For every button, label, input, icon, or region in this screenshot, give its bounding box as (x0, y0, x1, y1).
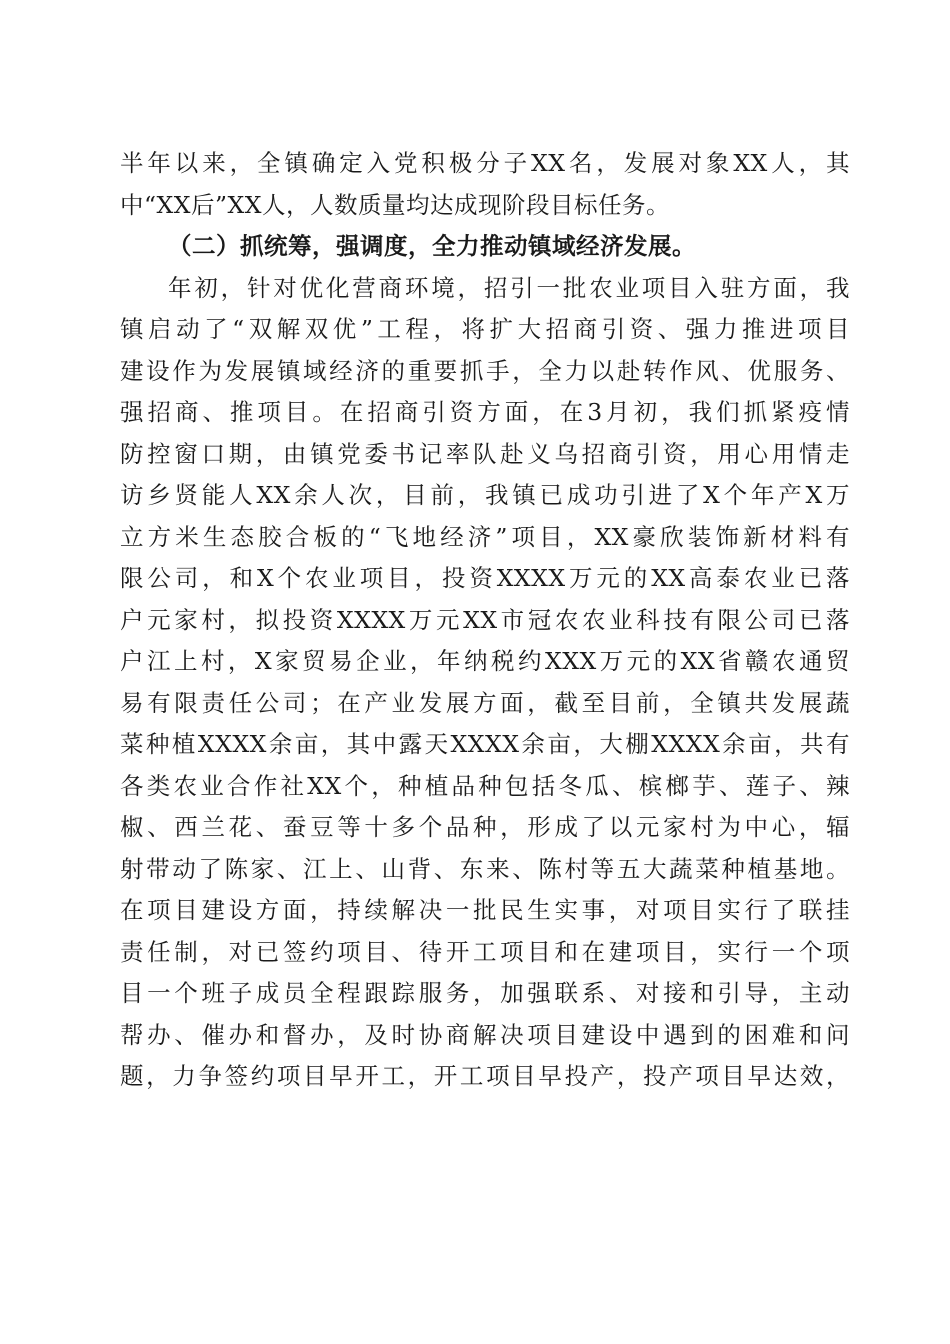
paragraph-line: 户江上村，X家贸易企业，年纳税约XXX万元的XX省赣农通贸 (120, 647, 850, 675)
paragraph-line: 户元家村，拟投资XXXX万元XX市冠农农业科技有限公司已落 (120, 605, 850, 634)
paragraph-line: 在项目建设方面，持续解决一批民生实事，对项目实行了联挂 (120, 896, 850, 924)
paragraph-line: 椒、西兰花、蚕豆等十多个品种，形成了以元家村为中心，辐 (120, 813, 850, 841)
paragraph-line: 题，力争签约项目早开工，开工项目早投产，投产项目早达效， (120, 1062, 850, 1090)
paragraph-line: 强招商、推项目。在招商引资方面，在3月初，我们抓紧疫情 (120, 398, 850, 426)
paragraph-line: 防控窗口期，由镇党委书记率队赴义乌招商引资，用心用情走 (120, 439, 850, 468)
document-body (120, 143, 850, 1098)
paragraph-line: 目一个班子成员全程跟踪服务，加强联系、对接和引导，主动 (120, 979, 850, 1007)
paragraph-line: 易有限责任公司；在产业发展方面，截至目前，全镇共发展蔬 (120, 688, 850, 717)
paragraph-line: 各类农业合作社XX个，种植品种包括冬瓜、槟榔芋、莲子、辣 (120, 771, 850, 800)
paragraph-line: 菜种植XXXX余亩，其中露天XXXX余亩，大棚XXXX余亩，共有 (120, 730, 850, 758)
paragraph-line: 限公司，和X个农业项目，投资XXXX万元的XX高泰农业已落 (120, 564, 850, 592)
paragraph-line: 射带动了陈家、江上、山背、东来、陈村等五大蔬菜种植基地。 (120, 854, 850, 883)
paragraph-line: 年初，针对优化营商环境，招引一批农业项目入驻方面，我 (168, 273, 850, 302)
paragraph-line: 立方米生态胶合板的“飞地经济”项目，XX豪欣装饰新材料有 (120, 522, 850, 551)
section-heading: （二）抓统筹，强调度，全力推动镇域经济发展。 (168, 232, 696, 260)
paragraph-line: 帮办、催办和督办，及时协商解决项目建设中遇到的困难和问 (120, 1020, 850, 1049)
paragraph-line: 中“XX后”XX人，人数质量均达成现阶段目标任务。 (120, 190, 670, 219)
paragraph-line: 责任制，对已签约项目、待开工项目和在建项目，实行一个项 (120, 937, 850, 966)
paragraph-line: 镇启动了“双解双优”工程，将扩大招商引资、强力推进项目 (120, 315, 850, 343)
paragraph-line: 建设作为发展镇域经济的重要抓手，全力以赴转作风、优服务、 (120, 356, 850, 385)
paragraph-line: 半年以来，全镇确定入党积极分子XX名，发展对象XX人，其 (120, 149, 850, 177)
paragraph-line: 访乡贤能人XX余人次，目前，我镇已成功引进了X个年产X万 (120, 481, 850, 509)
